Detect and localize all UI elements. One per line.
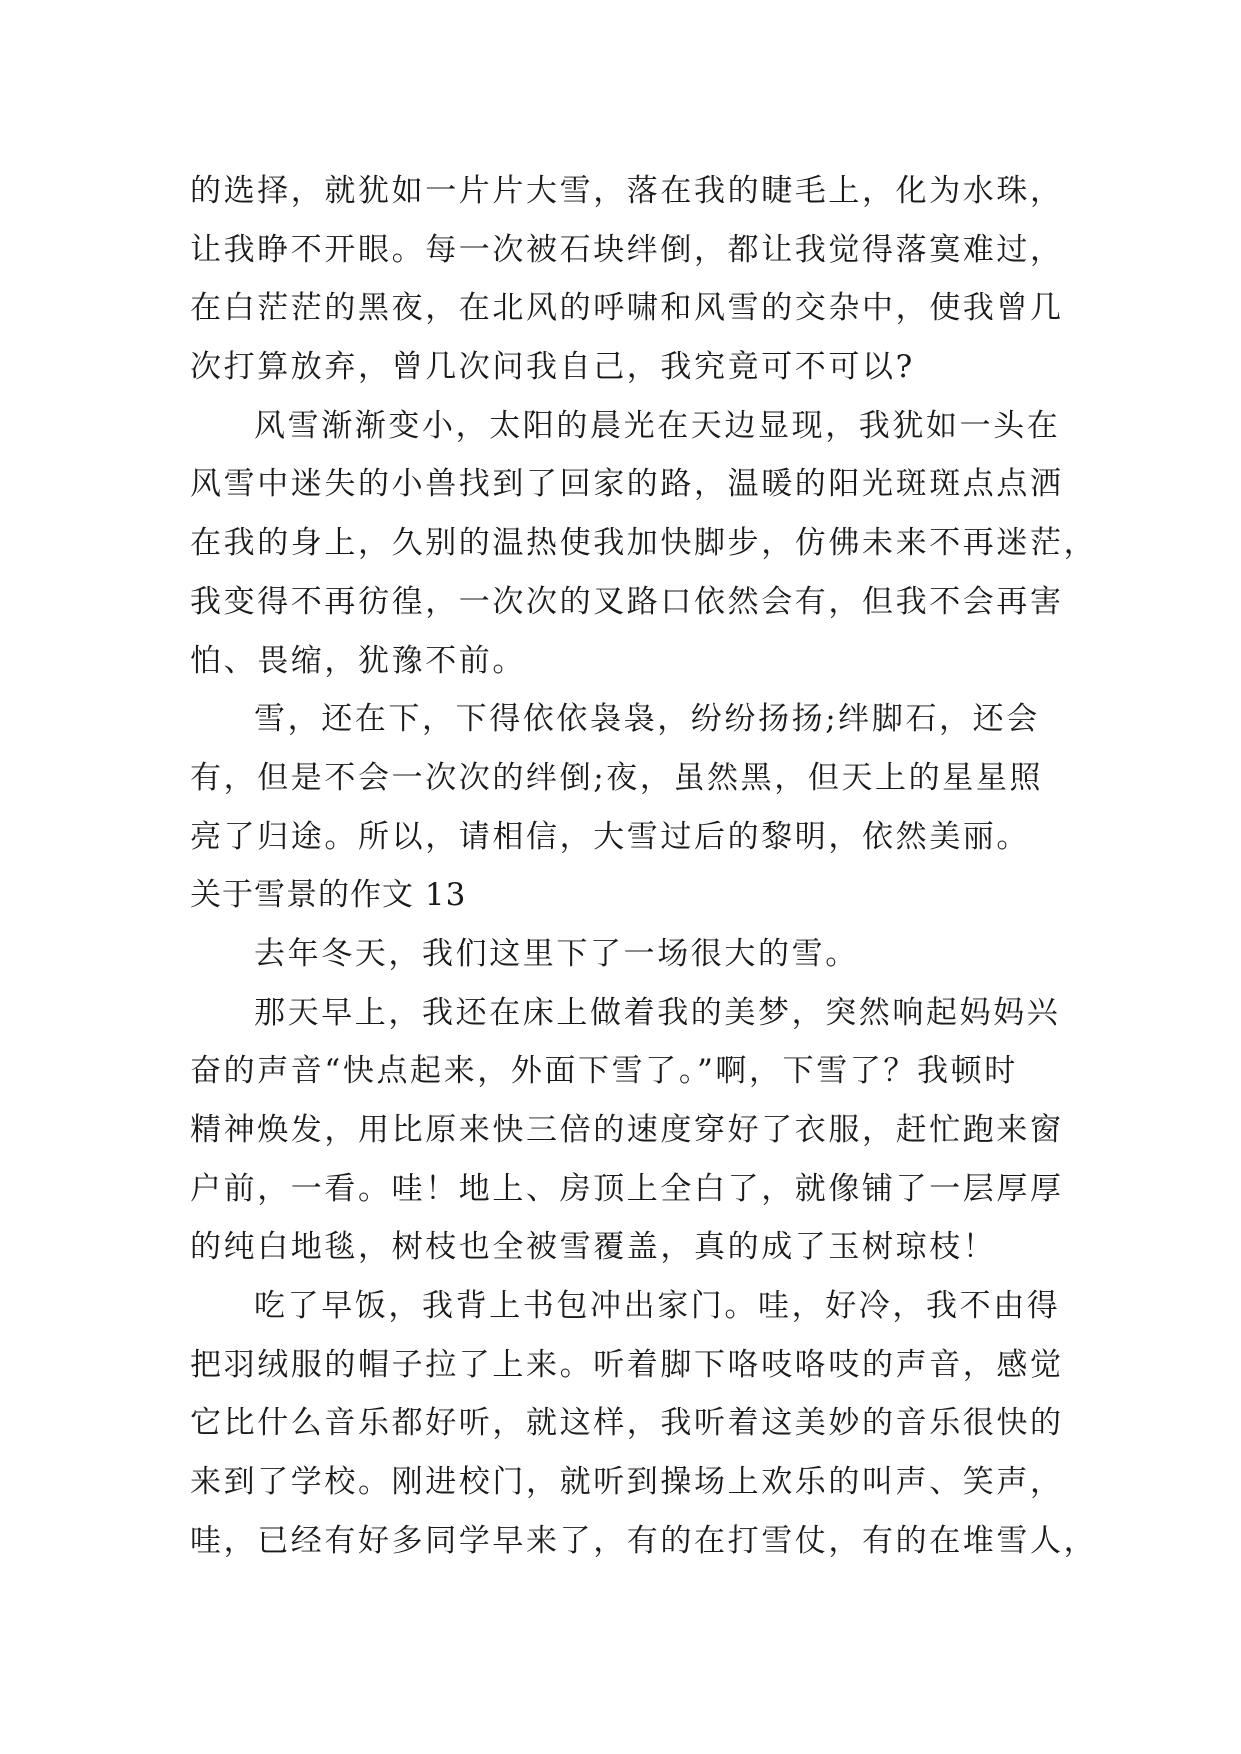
paragraph-start-line: 风雪渐渐变小，太阳的晨光在天边显现，我犹如一头在 bbox=[254, 407, 1061, 444]
text-line: 怕、畏缩，犹豫不前。 bbox=[190, 642, 526, 679]
text-line: 来到了学校。刚进校门，就听到操场上欢乐的叫声、笑声， bbox=[190, 1464, 1064, 1501]
text-line: 户前，一看。哇！地上、房顶上全白了，就像铺了一层厚厚 bbox=[190, 1170, 1064, 1207]
text-line: 奋的声音“快点起来，外面下雪了。”啊，下雪了？我顿时 bbox=[190, 1053, 1018, 1090]
text-line: 哇，已经有好多同学早来了，有的在打雪仗，有的在堆雪人， bbox=[190, 1522, 1098, 1559]
text-line: 让我睁不开眼。每一次被石块绊倒，都让我觉得落寞难过， bbox=[190, 231, 1064, 268]
text-line: 我变得不再彷徨，一次次的叉路口依然会有，但我不会再害 bbox=[190, 583, 1064, 620]
paragraph-start-line: 吃了早饭，我背上书包冲出家门。哇，好冷，我不由得 bbox=[254, 1288, 1061, 1325]
paragraph-start-line: 那天早上，我还在床上做着我的美梦，突然响起妈妈兴 bbox=[254, 994, 1061, 1031]
text-line: 的纯白地毯，树枝也全被雪覆盖，真的成了玉树琼枝！ bbox=[190, 1229, 997, 1266]
text-line: 把羽绒服的帽子拉了上来。听着脚下咯吱咯吱的声音，感觉 bbox=[190, 1346, 1064, 1383]
paragraph-start-line: 雪，还在下，下得依依袅袅，纷纷扬扬;绊脚石，还会 bbox=[254, 701, 1040, 738]
text-line: 在白茫茫的黑夜，在北风的呼啸和风雪的交杂中，使我曾几 bbox=[190, 290, 1064, 327]
text-line: 精神焕发，用比原来快三倍的速度穿好了衣服，赶忙跑来窗 bbox=[190, 1112, 1064, 1148]
text-line: 次打算放弃，曾几次问我自己，我究竟可不可以? bbox=[190, 349, 915, 386]
text-line: 有，但是不会一次次的绊倒;夜，虽然黑，但天上的星星照 bbox=[190, 759, 1044, 796]
document-body bbox=[190, 162, 1098, 1571]
text-line: 在我的身上，久别的温热使我加快脚步，仿佛未来不再迷茫， bbox=[190, 525, 1098, 562]
text-line: 它比什么音乐都好听，就这样，我听着这美妙的音乐很快的 bbox=[190, 1405, 1064, 1442]
text-line: 亮了归途。所以，请相信，大雪过后的黎明，依然美丽。 bbox=[190, 818, 1030, 855]
section-heading: 关于雪景的作文 13 bbox=[190, 877, 467, 914]
paragraph-start-line: 去年冬天，我们这里下了一场很大的雪。 bbox=[254, 935, 859, 972]
text-line: 风雪中迷失的小兽找到了回家的路，温暖的阳光斑斑点点洒 bbox=[190, 466, 1064, 503]
text-line: 的选择，就犹如一片片大雪，落在我的睫毛上，化为水珠， bbox=[190, 173, 1064, 209]
